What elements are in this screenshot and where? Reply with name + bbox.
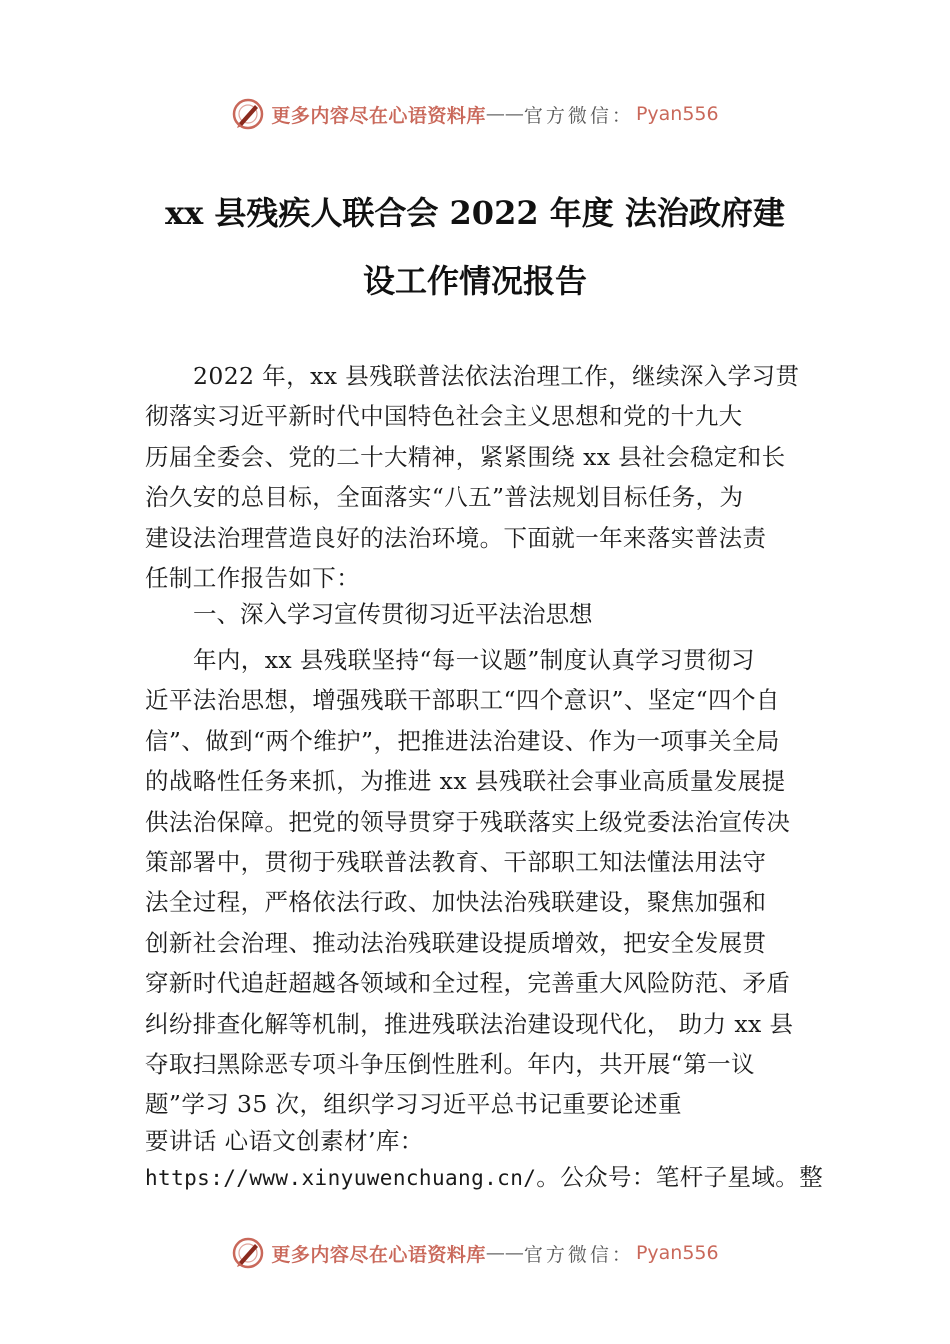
paragraph-line: 法全过程，严格依法行政、加快法治残联建设，聚焦加强和 xyxy=(145,888,767,917)
document-title-line2: 设工作情况报告 xyxy=(362,262,587,300)
banner-official-label: 官方微信： xyxy=(523,104,634,127)
paragraph-line: 创新社会治理、推动法治残联建设提质增效，把安全发展贯 xyxy=(145,928,767,957)
banner-official-label: 官方微信： xyxy=(523,1243,634,1266)
document-title-line1: xx 县残疾人联合会 2022 年度 法治政府建 xyxy=(165,194,785,232)
url-line xyxy=(145,1158,823,1192)
website-link[interactable]: https://www.xinyuwenchuang.cn/ xyxy=(145,1166,537,1190)
paragraph-line: 任制工作报告如下： xyxy=(145,564,361,593)
paragraph-line: 纠纷排查化解等机制，推进残联法治建设现代化， 助力 xx 县 xyxy=(145,1009,794,1038)
paragraph-line: 年内，xx 县残联坚持“每一议题”制度认真学习贯彻习 xyxy=(193,646,755,674)
paragraph-line: 题”学习 35 次，组织学习习近平总书记重要论述重 xyxy=(145,1090,682,1119)
library-reference-line: 要讲话 心语文创素材’库： xyxy=(145,1127,424,1155)
paragraph-line: 建设法治理营造良好的法治环境。下面就一年来落实普法责 xyxy=(145,523,767,552)
banner-separator: —— xyxy=(485,103,524,125)
bottom-banner xyxy=(0,1233,950,1273)
paragraph-line: 夺取扫黑除恶专项斗争压倒性胜利。年内，共开展“第一议 xyxy=(145,1050,755,1079)
section-heading-1: 一、深入学习宣传贯彻习近平法治思想 xyxy=(193,600,593,628)
paragraph-intro xyxy=(145,356,825,598)
paragraph-line: 信”、做到“两个维护”，把推进法治建设、作为一项事关全局 xyxy=(145,726,780,755)
top-banner xyxy=(0,94,950,134)
paragraph-line: 穿新时代追赶超越各领域和全过程，完善重大风险防范、矛盾 xyxy=(145,969,791,998)
paragraph-line: 策部署中，贯彻于残联普法教育、干部职工知法懂法用法守 xyxy=(145,848,767,877)
paragraph-line: 的战略性任务来抓，为推进 xx 县残联社会事业高质量发展提 xyxy=(145,767,786,796)
banner-main-text: 更多内容尽在心语资料库 xyxy=(271,104,486,127)
pen-logo-icon xyxy=(231,97,265,131)
paragraph-section-1 xyxy=(145,640,825,1125)
pen-logo-icon xyxy=(231,1236,265,1270)
paragraph-line: 彻落实习近平新时代中国特色社会主义思想和党的十九大 xyxy=(145,402,743,431)
paragraph-line: 历届全委会、党的二十大精神，紧紧围绕 xx 县社会稳定和长 xyxy=(145,442,786,471)
paragraph-line: 治久安的总目标，全面落实“八五”普法规划目标任务，为 xyxy=(145,483,744,512)
paragraph-line: 近平法治思想，增强残联干部职工“四个意识”、坚定“四个自 xyxy=(145,686,780,715)
banner-wechat-id: Pyan556 xyxy=(635,1242,719,1264)
banner-main-text: 更多内容尽在心语资料库 xyxy=(271,1243,486,1266)
url-line-tail: 。公众号：笔杆子星域。整 xyxy=(536,1163,824,1191)
paragraph-line: 2022 年，xx 县残联普法依法治理工作，继续深入学习贯 xyxy=(193,362,800,390)
paragraph-line: 供法治保障。把党的领导贯穿于残联落实上级党委法治宣传决 xyxy=(145,807,791,836)
banner-separator: —— xyxy=(485,1242,524,1264)
banner-wechat-id: Pyan556 xyxy=(635,103,719,125)
